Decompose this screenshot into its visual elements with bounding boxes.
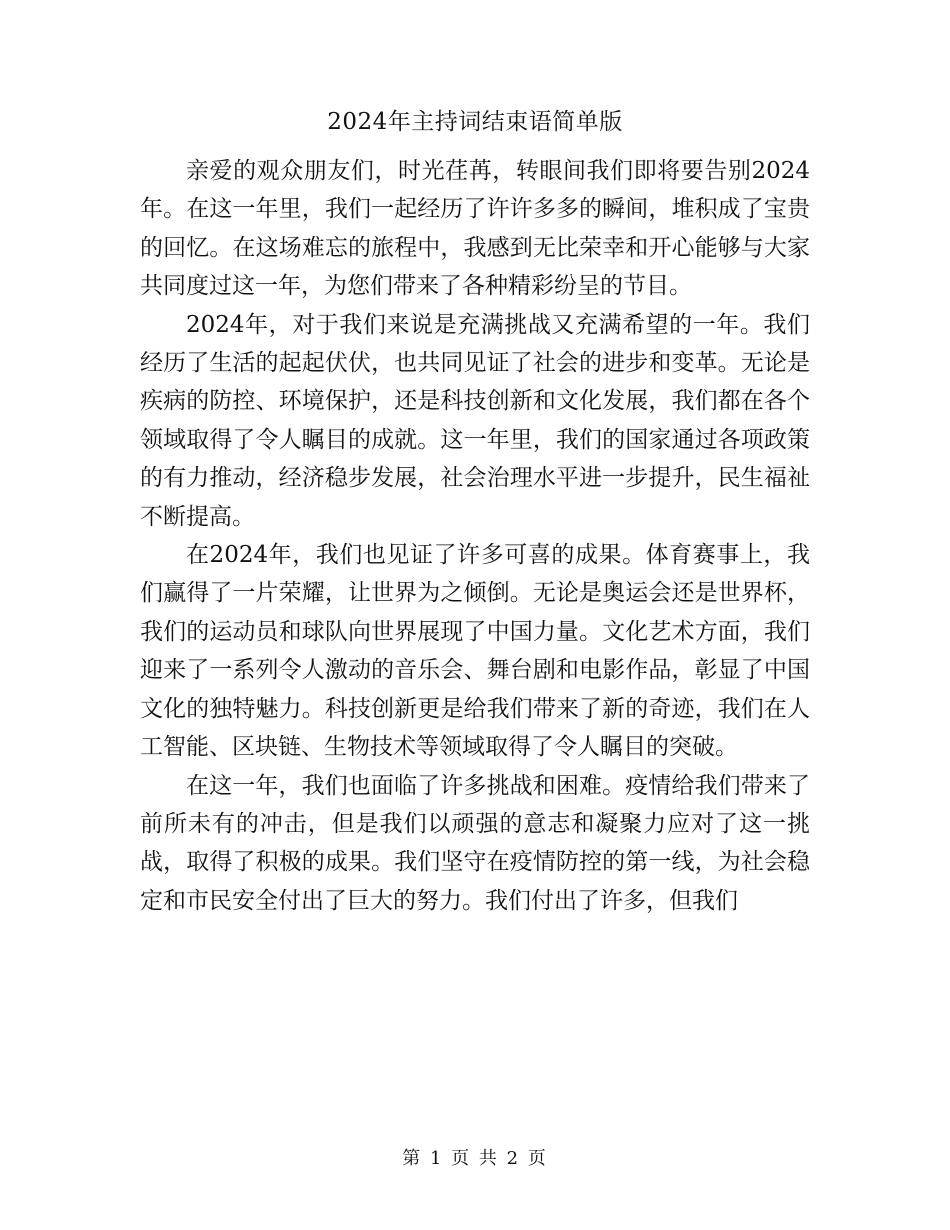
paragraph-1: 亲爱的观众朋友们，时光荏苒，转眼间我们即将要告别2024年。在这一年里，我们一起经历了许许多多的瞬间，堆积成了宝贵的回忆。在这场难忘的旅程中，我感到无比荣幸和开心能够与大家共同度过这一年，为您们带来了各种精彩纷呈的节目。: [140, 158, 810, 300]
paragraph-2: 2024年，对于我们来说是充满挑战又充满希望的一年。我们经历了生活的起起伏伏，也共同见证了社会的进步和变革。无论是疾病的防控、环境保护，还是科技创新和文化发展，我们都在各个领域取得了令人瞩目的成就。这一年里，我们的国家通过各项政策的有力推动，经济稳步发展，社会治理水平进一步提升，民生福祉不断提高。: [140, 311, 810, 530]
document-title: 2024年主持词结束语简单版: [327, 109, 623, 135]
document-body: [140, 152, 810, 920]
paragraph-4: 在这一年，我们也面临了许多挑战和困难。疫情给我们带来了前所未有的冲击，但是我们以顽强的意志和凝聚力应对了这一挑战，取得了积极的成果。我们坚守在疫情防控的第一线，为社会稳定和市民安全付出了巨大的努力。我们付出了许多，但我们: [140, 772, 810, 914]
page-number-footer: 第 1 页 共 2 页: [402, 1148, 548, 1169]
paragraph-3: 在2024年，我们也见证了许多可喜的成果。体育赛事上，我们赢得了一片荣耀，让世界为之倾倒。无论是奥运会还是世界杯，我们的运动员和球队向世界展现了中国力量。文化艺术方面，我们迎来了一系列令人激动的音乐会、舞台剧和电影作品，彰显了中国文化的独特魅力。科技创新更是给我们带来了新的奇迹，我们在人工智能、区块链、生物技术等领域取得了令人瞩目的突破。: [140, 542, 810, 761]
